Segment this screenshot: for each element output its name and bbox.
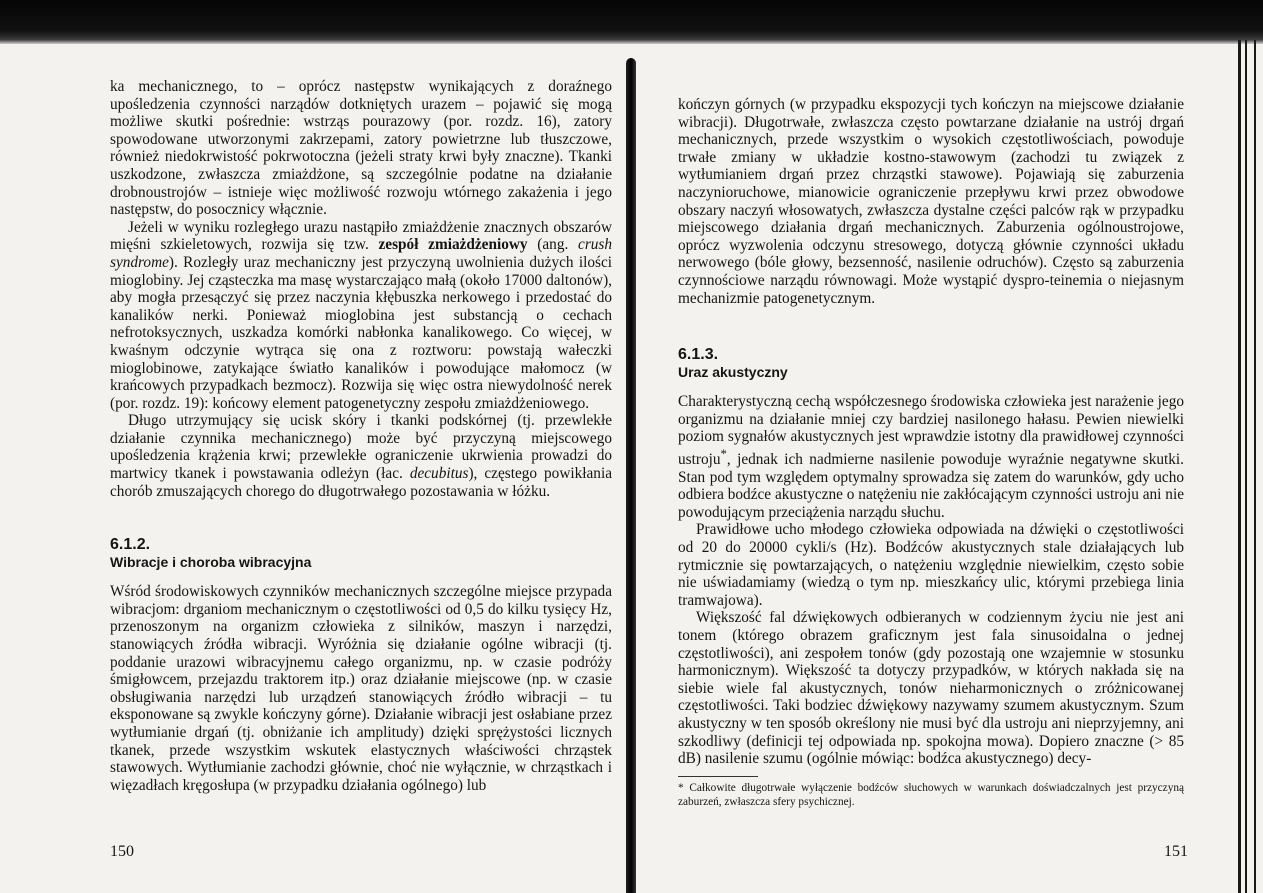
- page-edge-line: [1254, 40, 1256, 893]
- scan-top-shadow: [0, 0, 1263, 44]
- section-number: 6.1.2.: [110, 536, 151, 554]
- book-spine-gutter: [626, 58, 636, 893]
- italic-term: decubitus: [409, 465, 469, 483]
- section-heading: [110, 535, 612, 571]
- page-edge-line: [1238, 40, 1241, 893]
- footnote-marker: *: [720, 446, 727, 461]
- paragraph: Prawidłowe ucho młodego człowieka odpowiada na dźwięki o częstotliwości od 20 do 20000 cykli/s (Hz). Bodźców akustycznych stale działających lub rytmicznie się powtarzających, o natężeniu względnie niewielkim, często sobie nie uświadamiamy (wiedzą o tym np. mieszkańcy ulic, którymi przebiega linia tramwajowa).: [678, 521, 1184, 609]
- italic-term: crush syndrome: [110, 236, 613, 271]
- page-edge-line: [1245, 40, 1247, 893]
- paragraph: ka mechanicznego, to – oprócz następstw wynikających z doraźnego upośledzenia czynności narządów dotkniętych urazem – pojawić się mogą możliwe skutki pośrednie: wstrząs pourazowy (por. rozdz. 16), zatory spowodowane utworzonymi zakrzepami, zatory powietrzne lub tłuszczowe, również niedokrwistość pokrwotoczna (jeżeli straty krwi były znaczne). Tkanki uszkodzone, zwłaszcza zmiażdżone, są szczególnie podatne na działanie drobnoustrojów – istnieje więc możliwość rozwoju wtórnego zakażenia i jego następstw, do posocznicy włącznie.: [110, 78, 612, 219]
- footnote-rule: [678, 776, 758, 777]
- section-title: Uraz akustyczny: [678, 364, 788, 381]
- paragraph: Jeżeli w wyniku rozległego urazu nastąpiło zmiażdżenie znacznych obszarów mięśni szkieletowych, rozwija się tzw. zespół zmiażdżeniowy (ang. crush syndrome). Rozległy uraz mechaniczny jest przyczyną uwolnienia dużych ilości mioglobiny. Jej cząsteczka ma masę wystarczająco małą (około 17000 daltonów), aby mogła przesączyć się przez naczynia kłębuszka nerkowego i przedostać do kanalików nerki. Ponieważ mioglobina jest substancją o cechach nefrotoksycznych, uszkadza komórki nabłonka kanalikowego. Co więcej, w kwaśnym odczynie wytrąca się ona z roztworu: powstają wałeczki mioglobinowe, zatykające światło kanalików i powodujące małomocz (w krańcowych przypadkach bezmocz). Rozwija się więc ostra niewydolność nerek (por. rozdz. 19): końcowy element patogenetyczny zespołu zmiażdżeniowego.: [110, 218, 613, 412]
- section-number: 6.1.3.: [678, 346, 719, 364]
- page-number: 150: [110, 843, 134, 860]
- page-number: 151: [1164, 843, 1188, 860]
- paragraph: Większość fal dźwiękowych odbieranych w codziennym życiu nie jest ani tonem (którego obrazem graficznym jest fala sinusoidalna o jednej częstotliwości), ani zespołem tonów (gdy pozostają one wzajemnie w stosunku harmonicznym). Większość ta dotyczy przypadków, w których nakłada się na siebie wiele fal akustycznych, tonów nieharmonicznych o zróżnicowanej częstotliwości. Taki bodziec dźwiękowy nazywamy szumem akustycznym. Szum akustyczny w ten sposób określony nie musi być dla ustroju ani nieprzyjemny, ani szkodliwy (definicji tej odpowiada np. spokojna mowa). Dopiero znaczne (> 85 dB) nasilenie szumu (ogólnie mówiąc: bodźca akustycznego) decy-: [678, 609, 1184, 768]
- bold-term: zespół zmiażdżeniowy: [378, 236, 528, 254]
- section-heading: [678, 345, 1184, 381]
- paragraph: Wśród środowiskowych czynników mechanicznych szczególne miejsce przypada wibracjom: drganiom mechanicznym o częstotliwości od 0,5 do kilku tysięcy Hz, przenoszonym na organizm człowieka z silników, maszyn i narzędzi, stanowiących źródła wibracji. Wyróżnia się działanie ogólne wibracji (tj. poddanie urazowi wibracyjnemu całego organizmu, np. w czasie podróży śmigłowcem, przejazdu traktorem itp.) oraz działanie miejscowe (np. w czasie obsługiwania narzędzi lub urządzeń stanowiących źródło wibracji – tu eksponowane są zwykle kończyny górne). Działanie wibracji jest osłabiane przez wytłumianie drgań (tj. obniżanie ich amplitudy) dzięki sprężystości licznych tkanek, przede wszystkim wskutek elastycznych właściwości chrząstek stawowych. Wytłumianie zachodzi głównie, choć nie wyłącznie, w chrząstkach i więzadłach kręgosłupa (w przypadku działania ogólnego) lub: [110, 583, 612, 794]
- left-page: [110, 78, 612, 794]
- paragraph: kończyn górnych (w przypadku ekspozycji tych kończyn na miejscowe działanie wibracji). Długotrwałe, zwłaszcza często powtarzane działanie na ustrój drgań mechanicznych, przede wszystkim o wysokich częstotliwościach, powoduje trwałe zmiany w układzie kostno-stawowym (zachodzi tu związek z wytłumianiem drgań przez chrząstki stawowe). Pojawiają się zaburzenia naczynioruchowe, mianowicie ograniczenie przepływu krwi przez obwodowe obszary naczyń włosowatych, zwłaszcza dystalne części palców rąk w przypadku miejscowego działania drgań mechanicznych. Zaburzenia ogólnoustrojowe, oprócz wyzwolenia odczynu stresowego, dotyczą głównie czynności układu nerwowego (bóle głowy, bezsenność, nasilenie odruchów). Często są zaburzenia czynnościowe narządu równowagi. Może wystąpić dyspro-teinemia o niejasnym mechanizmie patogenetycznym.: [678, 96, 1184, 307]
- paragraph: Charakterystyczną cechą współczesnego środowiska człowieka jest narażenie jego organizmu na działanie mniej czy bardziej nasilonego hałasu. Pewien niewielki poziom sygnałów akustycznych jest wprawdzie istotny dla prawidłowej czynności ustroju*, jednak ich nadmierne nasilenie powoduje wyraźnie negatywne skutki. Stan pod tym względem optymalny sprowadza się zatem do warunków, gdy ucho odbiera bodźce akustyczne o natężeniu nie zakłócającym czynności ustroju ani nie powodującym przeciążenia narządu słuchu.: [678, 393, 1184, 521]
- footnote: * Całkowite długotrwałe wyłączenie bodźców słuchowych w warunkach doświadczalnych jest przyczyną zaburzeń, zwłaszcza sfery psychicznej.: [678, 781, 1184, 808]
- right-page: [678, 96, 1184, 809]
- paragraph: Długo utrzymujący się ucisk skóry i tkanki podskórnej (tj. przewlekłe działanie czynnika mechanicznego) może być przyczyną miejscowego upośledzenia krążenia krwi; przewlekłe ograniczenie ukrwienia prowadzi do martwicy tkanek i powstawania odleżyn (łac. decubitus), częstego powikłania chorób zmuszających chorego do długotrwałego pozostawania w łóżku.: [110, 412, 612, 500]
- section-title: Wibracje i choroba wibracyjna: [110, 554, 312, 571]
